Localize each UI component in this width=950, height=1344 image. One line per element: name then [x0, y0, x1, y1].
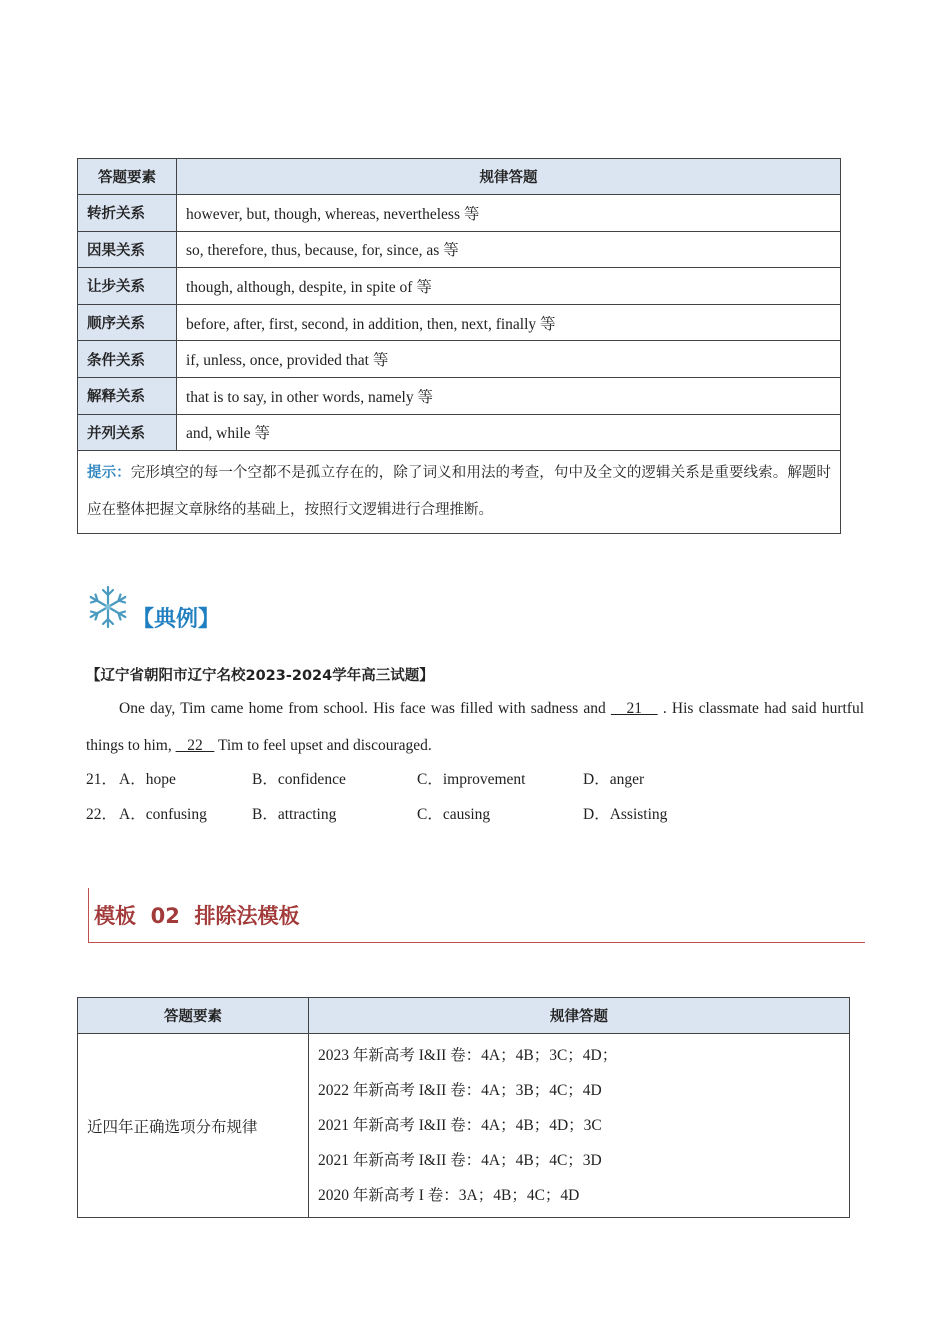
tip-row [78, 451, 841, 534]
example-title: 【典例】 [132, 606, 221, 632]
tip-label: 提示： [87, 465, 131, 482]
snowflake-icon [86, 585, 130, 629]
example-heading [86, 584, 220, 630]
tip-text: 完形填空的每一个空都不是孤立存在的，除了词义和用法的考查，句中及全文的逻辑关系是重要线索。解题时应在整体把握文章脉络的基础上，按照行文逻辑进行合理推断。 [87, 465, 832, 519]
option-b: B．confidence [252, 771, 346, 788]
blank-21: 21 [610, 700, 658, 717]
row-content: so, therefore, thus, because, for, since, as 等 [177, 231, 841, 268]
row-label: 顺序关系 [78, 304, 177, 341]
distribution-line: 2023 年新高考 I&II 卷：4A；4B；3C；4D； [318, 1047, 618, 1064]
question-number: 21． [86, 771, 118, 788]
passage [86, 690, 864, 764]
option-a: A．confusing [119, 806, 207, 823]
row-content: though, although, despite, in spite of 等 [177, 268, 841, 305]
table-row [78, 377, 841, 414]
row-content: that is to say, in other words, namely 等 [177, 377, 841, 414]
distribution-line: 2020 年新高考 I 卷：3A；4B；4C；4D [318, 1187, 580, 1204]
row-label: 近四年正确选项分布规律 [78, 1034, 309, 1218]
row-label: 因果关系 [78, 231, 177, 268]
table-row [78, 231, 841, 268]
header-cell: 规律答题 [177, 159, 841, 195]
row-content: and, while 等 [177, 414, 841, 451]
row-label: 转折关系 [78, 195, 177, 232]
option-c: C．improvement [417, 771, 526, 788]
table-header-row [78, 159, 841, 195]
option-d: D．anger [583, 771, 645, 788]
option-a: A．hope [119, 771, 176, 788]
table-row [78, 304, 841, 341]
table-row [78, 268, 841, 305]
distribution-line: 2021 年新高考 I&II 卷：4A；4B；4D；3C [318, 1117, 602, 1134]
row-label: 并列关系 [78, 414, 177, 451]
template-title: 模板 02 排除法模板 [94, 904, 300, 928]
table-row [78, 341, 841, 378]
table-header-row [78, 998, 850, 1034]
logic-relations-table [77, 158, 841, 534]
row-content: before, after, first, second, in addition, then, next, finally 等 [177, 304, 841, 341]
row-content [309, 1034, 850, 1218]
header-cell: 答题要素 [78, 998, 309, 1034]
table-row [78, 414, 841, 451]
answer-distribution-table [77, 997, 850, 1218]
passage-text: One day, Tim came home from school. His face was filled with sadness and [119, 700, 606, 717]
distribution-line: 2022 年新高考 I&II 卷：4A；3B；4C；4D [318, 1082, 602, 1099]
passage-text: Tim to feel upset and discouraged. [217, 737, 432, 754]
option-d: D．Assisting [583, 806, 668, 823]
passage-text: . His classmate had said hurtful things to him, [86, 700, 865, 754]
option-c: C．causing [417, 806, 491, 823]
row-label: 解释关系 [78, 377, 177, 414]
blank-22: 22 [175, 737, 215, 754]
table-row [78, 1034, 850, 1218]
question-source: 【辽宁省朝阳市辽宁名校2023-2024学年高三试题】 [86, 668, 434, 684]
header-cell: 答题要素 [78, 159, 177, 195]
table-row [78, 195, 841, 232]
row-label: 让步关系 [78, 268, 177, 305]
row-content: however, but, though, whereas, nevertheless 等 [177, 195, 841, 232]
row-label: 条件关系 [78, 341, 177, 378]
question-number: 22． [86, 806, 118, 823]
distribution-line: 2021 年新高考 I&II 卷：4A；4B；4C；3D [318, 1152, 602, 1169]
header-cell: 规律答题 [309, 998, 850, 1034]
tip-cell [78, 451, 841, 534]
option-b: B．attracting [252, 806, 337, 823]
template-heading [88, 888, 865, 943]
row-content: if, unless, once, provided that 等 [177, 341, 841, 378]
